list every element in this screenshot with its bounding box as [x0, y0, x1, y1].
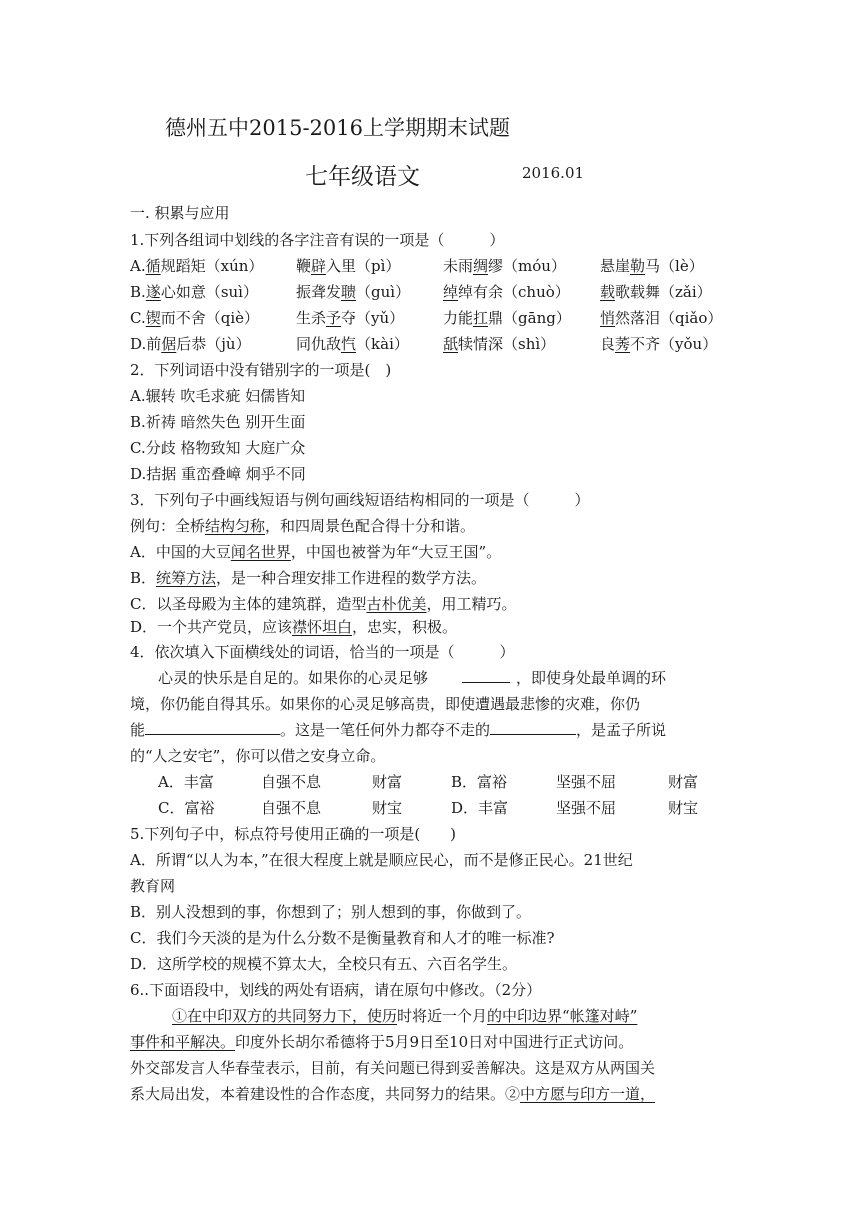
q4-opt-b-3: 财富 — [668, 773, 699, 791]
q1-d-3: 舐犊情深（shì） — [443, 335, 556, 353]
q6-passage-line-3: 外交部发言人华春莹表示，目前，有关问题已得到妥善解决。这是双方从两国关 — [130, 1059, 656, 1077]
q1-b-2: 振聋发聩（guì） — [296, 283, 411, 301]
q1-d-2: 同仇敌忾（kài） — [296, 335, 409, 353]
q3-example: 例句：全桥结构匀称，和四周景色配合得十分和谐。 — [130, 517, 476, 535]
q1-a-2: 鞭辟入里（pì） — [296, 257, 401, 275]
q2-option-d: D.拮据 重峦叠嶂 炯乎不同 — [130, 465, 306, 483]
q1-c-3: 力能扛鼎（gāng） — [443, 309, 571, 327]
q6-passage-line-2: 事件和平解决。印度外长胡尔希德将于5月9日至10日对中国进行正式访问。 — [130, 1033, 634, 1051]
q4-passage-line-3: 能 。这是一笔任何外力都夺不走的 ，是孟子所说 — [130, 721, 667, 739]
exam-title: 德州五中2015-2016上学期期末试题 — [165, 116, 510, 140]
q5-option-b: B．别人没想到的事，你想到了；别人想到的事，你做到了。 — [130, 903, 532, 921]
q4-stem: 4．依次填入下面横线处的词语，恰当的一项是（ ） — [130, 643, 515, 661]
q1-d-4: 良莠不齐（yǒu） — [600, 335, 718, 353]
q1-c-1: C.锲而不舍（qiè） — [130, 309, 260, 327]
q3-option-c: C．以圣母殿为主体的建筑群，造型古朴优美，用工精巧。 — [130, 595, 517, 613]
q1-d-1: D.前倨后恭（jù） — [130, 335, 251, 353]
q1-b-1: B.遂心如意（suì） — [130, 283, 258, 301]
q1-a-3: 未雨绸缪（móu） — [443, 257, 566, 275]
q5-option-c: C．我们今天淡的是为什么分数不是衡量教育和人才的唯一标准? — [130, 929, 555, 947]
q4-opt-d-2: 坚强不屈 — [556, 799, 617, 817]
q5-option-a: A．所谓“以人为本，”在很大程度上就是顺应民心，而不是修正民心。21世纪 — [130, 851, 633, 869]
q1-b-4: 载歌载舞（zǎi） — [600, 283, 712, 301]
q1-a-4: 悬崖勒马（lè） — [600, 257, 704, 275]
q6-passage-line-1: ①在中印双方的共同努力下，使历时将近一个月的中印边界“帐篷对峙” — [172, 1007, 638, 1025]
q6-passage-line-4: 系大局出发，本着建设性的合作态度，共同努力的结果。②中方愿与印方一道， — [130, 1085, 656, 1103]
q6-stem: 6..下面语段中，划线的两处有语病，请在原句中修改。（2分） — [130, 981, 542, 999]
q4-opt-c-3: 财宝 — [372, 799, 403, 817]
q1-c-2: 生杀予夺（yǔ） — [296, 309, 405, 327]
q5-option-d: D．这所学校的规模不算太大，全校只有五、六百名学生。 — [130, 955, 518, 973]
q5-stem: 5.下列句子中，标点符号使用正确的一项是( ) — [130, 825, 457, 843]
q4-passage-line-2: 境，你仍能自得其乐。如果你的心灵足够高贵，即使遭遇最悲惨的灾难，你仍 — [130, 695, 641, 713]
q4-opt-d-3: 财宝 — [668, 799, 699, 817]
q4-opt-a-2: 自强不息 — [261, 773, 322, 791]
q3-option-b: B．统筹方法，是一种合理安排工作进程的数学方法。 — [130, 569, 487, 587]
q4-opt-a-1: A．丰富 — [158, 773, 214, 791]
q4-passage-line-4: 的“人之安宅”，你可以借之安身立命。 — [130, 747, 386, 765]
q3-option-a: A．中国的大豆闻名世界，中国也被誉为年“大豆王国”。 — [130, 543, 502, 561]
q1-stem: 1.下列各组词中划线的各字注音有误的一项是（ ） — [130, 231, 505, 249]
q4-passage-line-1: 心灵的快乐是自足的。如果你的心灵足够 ，即使身处最单调的环 — [158, 669, 667, 687]
q1-a-1: A.循规蹈矩（xún） — [130, 257, 264, 275]
q4-opt-c-1: C．富裕 — [158, 799, 215, 817]
q4-opt-b-1: B．富裕 — [451, 773, 508, 791]
q4-opt-a-3: 财富 — [372, 773, 403, 791]
q3-stem: 3．下列句子中画线短语与例句画线短语结构相同的一项是（ ） — [130, 491, 590, 509]
q2-stem: 2．下列词语中没有错别字的一项是( ) — [130, 361, 392, 379]
q2-option-a: A.辗转 吹毛求疵 妇儒皆知 — [130, 387, 306, 405]
q3-option-d: D．一个共产党员，应该襟怀坦白，忠实，积极。 — [130, 618, 458, 636]
exam-date: 2016.01 — [522, 164, 585, 182]
q4-opt-c-2: 自强不息 — [261, 799, 322, 817]
exam-subject: 七年级语文 — [305, 164, 420, 190]
q4-opt-d-1: D．丰富 — [451, 799, 509, 817]
q4-opt-b-2: 坚强不屈 — [556, 773, 617, 791]
q2-option-b: B.祈祷 暗然失色 别开生面 — [130, 413, 306, 431]
q1-c-4: 悄然落泪（qiǎo） — [600, 309, 723, 327]
q1-b-3: 绰绰有余（chuò） — [443, 283, 570, 301]
q5-option-a-cont: 教育网 — [130, 877, 176, 895]
section-heading: 一. 积累与应用 — [130, 204, 230, 222]
q2-option-c: C.分歧 格物致知 大庭广众 — [130, 439, 306, 457]
